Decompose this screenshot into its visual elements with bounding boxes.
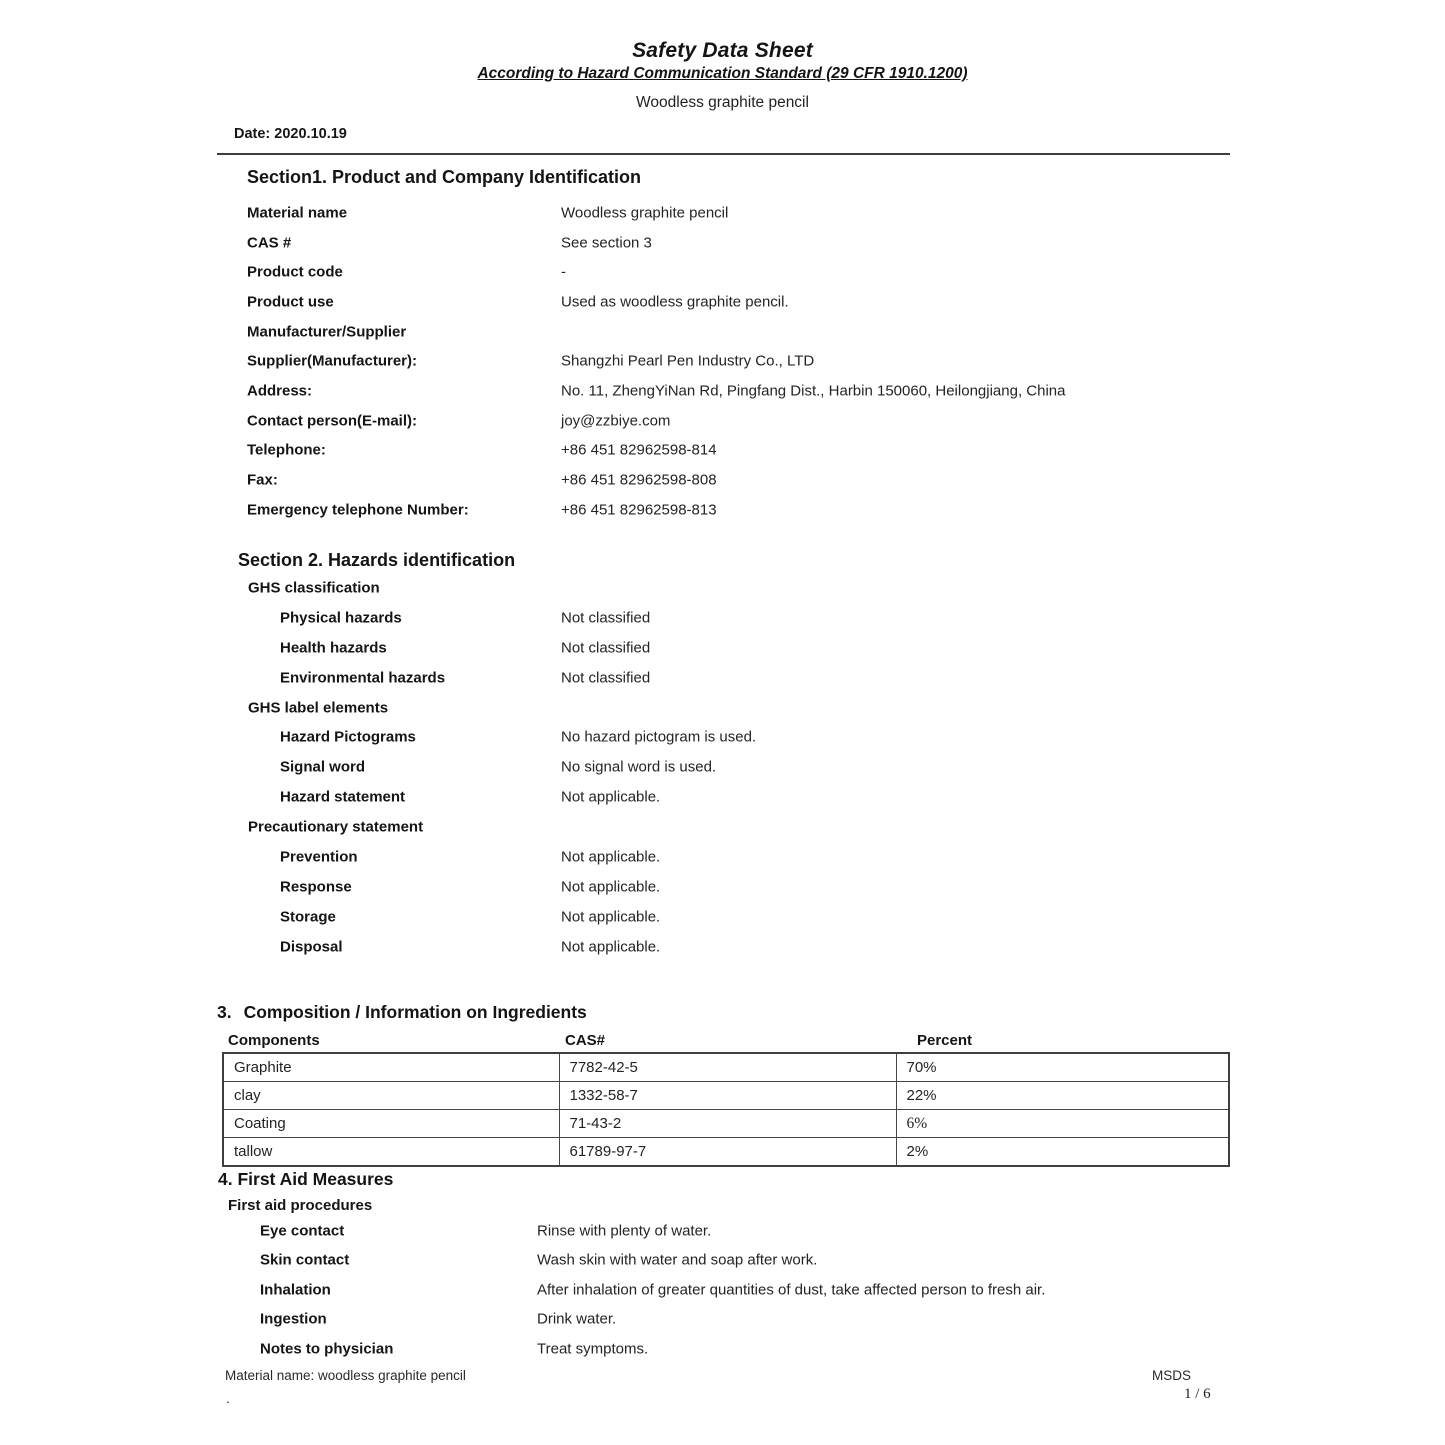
field-row — [0, 932, 1445, 962]
field-label: Telephone: — [247, 441, 326, 459]
field-value: See section 3 — [561, 234, 652, 252]
field-row — [0, 1216, 1445, 1246]
field-label: Physical hazards — [280, 609, 402, 627]
field-label: Environmental hazards — [280, 669, 446, 687]
field-value: Not applicable. — [561, 788, 661, 806]
document-subtitle: According to Hazard Communication Standard (29 CFR 1910.1200) — [477, 65, 968, 82]
field-row — [0, 603, 1445, 633]
field-row — [0, 812, 1445, 842]
field-label: Product code — [247, 263, 343, 281]
field-label: Disposal — [280, 938, 343, 956]
field-row — [0, 1275, 1445, 1305]
field-label: Storage — [280, 908, 336, 926]
field-row — [0, 287, 1445, 317]
field-row — [0, 842, 1445, 872]
field-value: Rinse with plenty of water. — [537, 1222, 712, 1240]
field-value: Not classified — [561, 609, 651, 627]
document-date: Date: 2020.10.19 — [234, 126, 347, 142]
field-value: Woodless graphite pencil — [561, 204, 729, 222]
table-header-cell: Components — [228, 1032, 320, 1049]
header-divider — [217, 153, 1230, 155]
field-row — [0, 872, 1445, 902]
field-label: Material name — [247, 204, 348, 222]
section3-heading-number: 3. — [217, 1002, 232, 1022]
field-row — [0, 436, 1445, 466]
table-row — [223, 1138, 1229, 1167]
document-title: Safety Data Sheet — [632, 39, 813, 62]
field-value: joy@zzbiye.com — [561, 412, 671, 430]
field-label: Supplier(Manufacturer): — [247, 352, 418, 370]
table-row — [223, 1053, 1229, 1082]
field-label: CAS # — [247, 234, 292, 252]
field-row — [0, 257, 1445, 287]
field-label: Contact person(E-mail): — [247, 412, 418, 430]
footer-material-name: Material name: woodless graphite pencil — [225, 1368, 466, 1383]
field-value: Not classified — [561, 669, 651, 687]
table-row — [223, 1110, 1229, 1138]
field-label: Manufacturer/Supplier — [247, 323, 407, 341]
field-value: Not classified — [561, 639, 651, 657]
table-cell: tallow — [223, 1138, 559, 1167]
field-value: No hazard pictogram is used. — [561, 728, 757, 746]
section3-heading-text: Composition / Information on Ingredients — [243, 1002, 587, 1022]
field-row — [0, 465, 1445, 495]
table-cell: 22% — [896, 1082, 1229, 1110]
table-cell: 1332-58-7 — [559, 1082, 896, 1110]
field-row — [0, 722, 1445, 752]
field-row — [0, 1334, 1445, 1364]
field-row — [0, 693, 1445, 723]
field-row — [0, 376, 1445, 406]
table-cell: 70% — [896, 1053, 1229, 1082]
field-label: Skin contact — [260, 1251, 350, 1269]
section1-heading: Section1. Product and Company Identification — [247, 167, 642, 187]
composition-table — [222, 1032, 1228, 1167]
field-label: GHS label elements — [248, 699, 389, 716]
table-cell: Graphite — [223, 1053, 559, 1082]
field-row — [0, 228, 1445, 258]
field-label: Product use — [247, 293, 334, 311]
field-row — [0, 663, 1445, 693]
field-row — [0, 406, 1445, 436]
field-value: +86 451 82962598-814 — [561, 441, 717, 459]
table-cell: 71-43-2 — [559, 1110, 896, 1138]
field-label: Ingestion — [260, 1310, 327, 1328]
field-value: Used as woodless graphite pencil. — [561, 293, 789, 311]
field-value: +86 451 82962598-808 — [561, 471, 717, 489]
composition-table-header-row — [222, 1032, 1228, 1052]
table-header-cell: CAS# — [565, 1032, 606, 1049]
field-value: Not applicable. — [561, 878, 661, 896]
field-row — [0, 782, 1445, 812]
field-label: Notes to physician — [260, 1340, 394, 1358]
field-label: Eye contact — [260, 1222, 345, 1240]
table-cell: 61789-97-7 — [559, 1138, 896, 1167]
composition-table-body — [222, 1052, 1230, 1167]
section4-rows — [0, 1216, 1445, 1364]
field-value: Not applicable. — [561, 848, 661, 866]
field-value: Shangzhi Pearl Pen Industry Co., LTD — [561, 352, 815, 370]
field-value: No. 11, ZhengYiNan Rd, Pingfang Dist., Harbin 150060, Heilongjiang, China — [561, 382, 1066, 400]
field-row — [0, 198, 1445, 228]
field-label: Hazard Pictograms — [280, 728, 416, 746]
section3-heading — [217, 1002, 587, 1023]
field-label: Hazard statement — [280, 788, 406, 806]
field-label: Health hazards — [280, 639, 387, 657]
footer-dot: . — [226, 1391, 230, 1406]
field-row — [0, 1305, 1445, 1335]
table-cell: 7782-42-5 — [559, 1053, 896, 1082]
section1-rows — [0, 198, 1445, 525]
footer-page-number: 1 / 6 — [1184, 1386, 1211, 1402]
field-value: After inhalation of greater quantities of dust, take affected person to fresh air. — [537, 1281, 1046, 1299]
field-label: Inhalation — [260, 1281, 331, 1299]
product-name-header: Woodless graphite pencil — [636, 94, 809, 111]
field-value: Not applicable. — [561, 908, 661, 926]
table-header-cell: Percent — [917, 1032, 973, 1049]
table-row — [223, 1082, 1229, 1110]
field-row — [0, 752, 1445, 782]
field-label: Response — [280, 878, 352, 896]
field-value: Drink water. — [537, 1310, 617, 1328]
table-cell: clay — [223, 1082, 559, 1110]
section2-rows — [0, 573, 1445, 962]
field-label: Prevention — [280, 848, 358, 866]
field-label: Signal word — [280, 758, 366, 776]
document-header — [0, 38, 1445, 113]
section2-heading: Section 2. Hazards identification — [238, 550, 516, 570]
field-row — [0, 1246, 1445, 1276]
field-row — [0, 317, 1445, 347]
field-value: - — [561, 263, 566, 281]
field-label: Address: — [247, 382, 313, 400]
table-cell: 6% — [896, 1110, 1229, 1138]
field-value: No signal word is used. — [561, 758, 717, 776]
table-cell: 2% — [896, 1138, 1229, 1167]
section4-subheading: First aid procedures — [228, 1197, 373, 1214]
field-label: Precautionary statement — [248, 818, 424, 836]
footer-doc-type: MSDS — [1152, 1368, 1192, 1383]
section4-heading: 4. First Aid Measures — [218, 1169, 394, 1189]
field-row — [0, 495, 1445, 525]
field-value: Wash skin with water and soap after work. — [537, 1251, 818, 1269]
field-label: GHS classification — [248, 579, 380, 597]
field-row — [0, 346, 1445, 376]
field-row — [0, 633, 1445, 663]
field-value: +86 451 82962598-813 — [561, 501, 717, 519]
table-cell: Coating — [223, 1110, 559, 1138]
field-row — [0, 902, 1445, 932]
field-row — [0, 573, 1445, 603]
field-label: Emergency telephone Number: — [247, 501, 469, 519]
field-value: Treat symptoms. — [537, 1340, 649, 1358]
field-value: Not applicable. — [561, 938, 661, 956]
field-label: Fax: — [247, 471, 278, 489]
